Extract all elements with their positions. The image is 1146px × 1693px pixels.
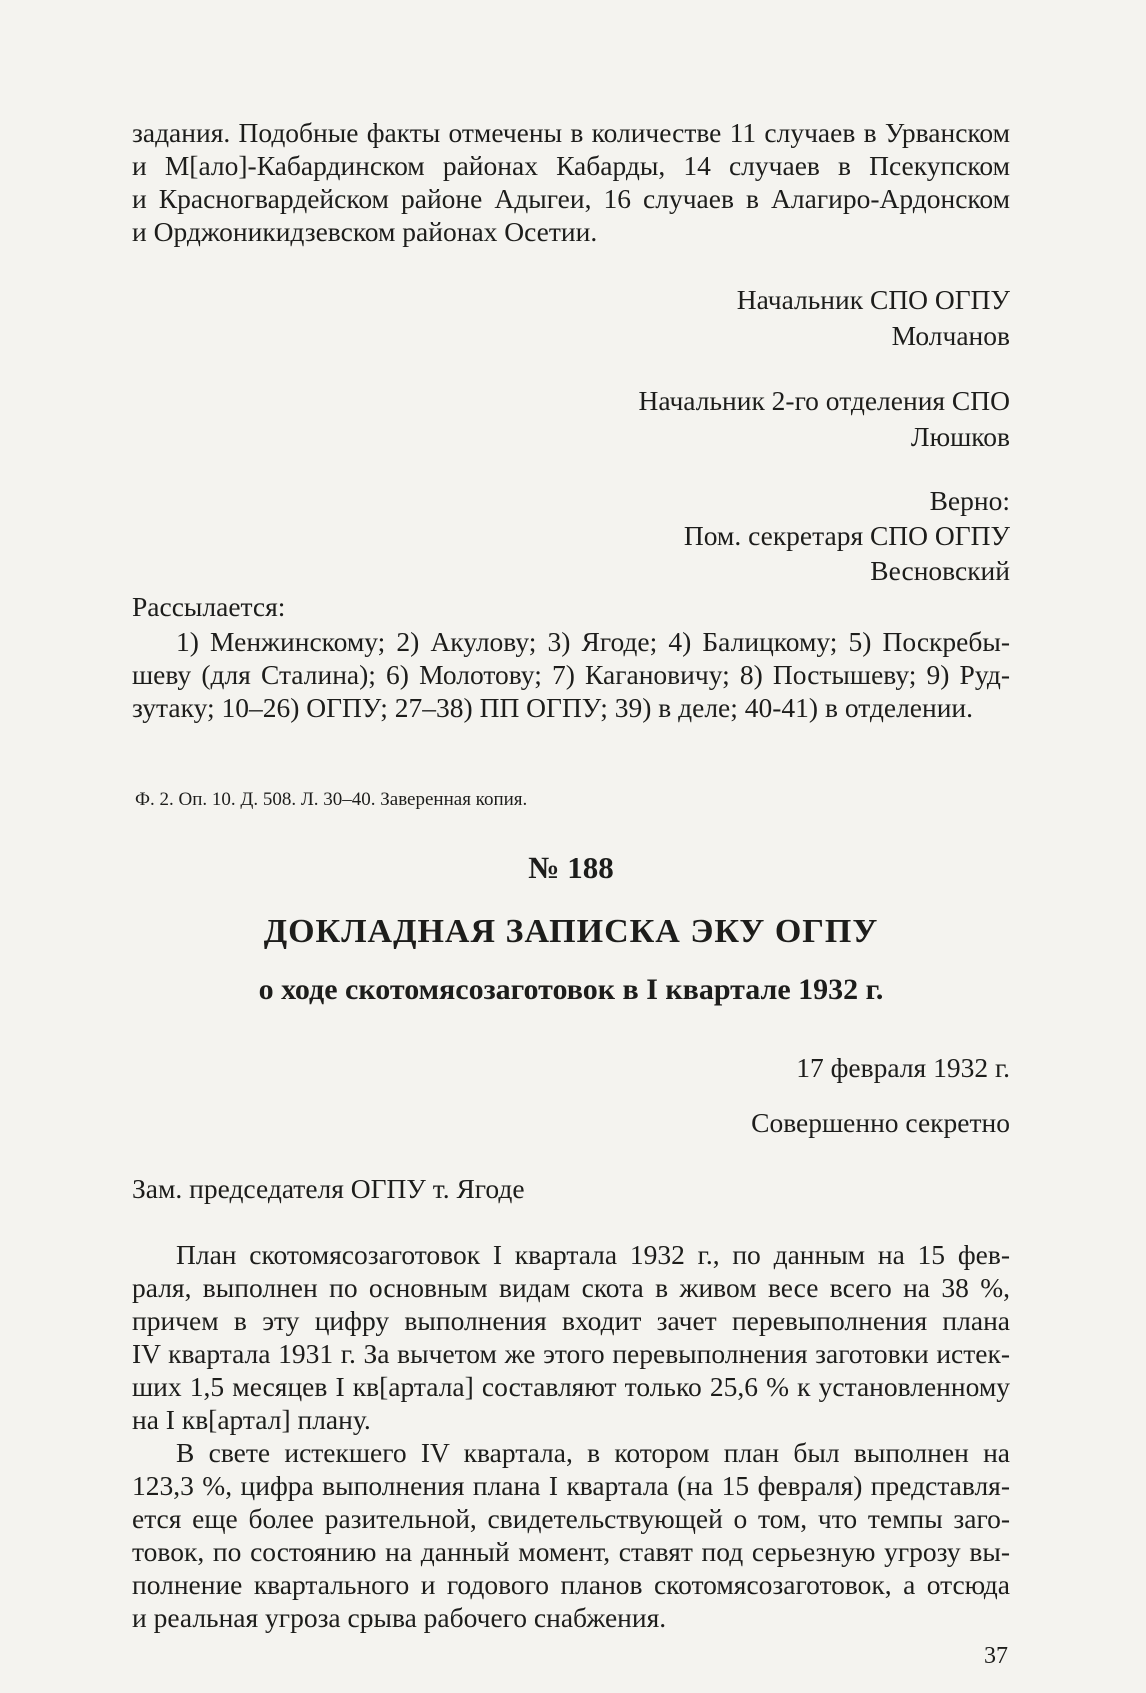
text-line: раля, выполнен по основным видам скота в живом весе всего на 38 %, — [132, 1272, 1010, 1303]
top-paragraph — [132, 116, 1010, 248]
text-line: и Красногвардейском районе Адыгеи, 16 случаев в Алагиро-Ардонском — [132, 183, 1010, 214]
text-line: и реальная угроза срыва рабочего снабжения. — [132, 1602, 667, 1633]
text-line: зутаку; 10–26) ОГПУ; 27–38) ПП ОГПУ; 39) в деле; 40-41) в отделении. — [132, 692, 974, 723]
document-title: ДОКЛАДНАЯ ЗАПИСКА ЭКУ ОГПУ — [263, 913, 879, 950]
text-line: 123,3 %, цифра выполнения плана I квартала (на 15 февраля) представля- — [132, 1470, 1010, 1501]
distribution-label: Рассылается: — [132, 591, 286, 622]
signature-1-title: Начальник СПО ОГПУ — [736, 284, 1010, 315]
text-line: и М[ало]-Кабардинском районах Кабарды, 14 случаев в Псекупском — [132, 150, 1010, 181]
classification-label: Совершенно секретно — [751, 1107, 1010, 1138]
text-line: товок, по состоянию на данный момент, ставят под серьезную угрозу вы- — [132, 1536, 1010, 1567]
text-line: и Орджоникидзевском районах Осетии. — [132, 216, 598, 247]
text-line: полнение квартального и годового планов скотомясозаготовок, а отсюда — [132, 1569, 1010, 1600]
signature-2-name: Люшков — [910, 421, 1010, 452]
signature-2-title: Начальник 2-го отделения СПО — [638, 385, 1010, 416]
text-line: 1) Менжинскому; 2) Акулову; 3) Ягоде; 4) Балицкому; 5) Поскребы- — [176, 626, 1010, 657]
distribution-list — [132, 625, 1010, 724]
document-subtitle: о ходе скотомясозаготовок в I квартале 1932 г. — [258, 973, 884, 1006]
text-line: ших 1,5 месяцев I кв[артала] составляют только 25,6 % к установленному — [132, 1371, 1010, 1402]
archive-source-note: Ф. 2. Оп. 10. Д. 508. Л. 30–40. Заверенная копия. — [135, 789, 528, 810]
text-line: IV квартала 1931 г. За вычетом же этого перевыполнения заготовки истек- — [132, 1338, 1010, 1369]
signature-3-name: Весновский — [870, 555, 1010, 586]
body-paragraph-1 — [132, 1238, 1010, 1436]
text-line: шеву (для Сталина); 6) Молотову; 7) Кагановичу; 8) Постышеву; 9) Руд- — [132, 659, 1010, 690]
text-line: на I кв[артал] плану. — [132, 1404, 371, 1435]
text-line: причем в эту цифру выполнения входит зачет перевыполнения плана — [132, 1305, 1010, 1336]
text-line: ется еще более разительной, свидетельствующей о том, что темпы заго- — [132, 1503, 1010, 1534]
text-line: задания. Подобные факты отмечены в количестве 11 случаев в Урванском — [132, 117, 1010, 148]
page-number: 37 — [984, 1643, 1008, 1669]
body-paragraph-2 — [132, 1436, 1010, 1634]
text-line: План скотомясозаготовок I квартала 1932 г., по данным на 15 фев- — [176, 1239, 1010, 1270]
verified-label: Верно: — [929, 485, 1010, 516]
document-date: 17 февраля 1932 г. — [796, 1052, 1010, 1083]
addressee: Зам. председателя ОГПУ т. Ягоде — [132, 1173, 525, 1204]
signature-3-title: Пом. секретаря СПО ОГПУ — [683, 520, 1010, 551]
signature-1-name: Молчанов — [891, 320, 1010, 351]
document-number: № 188 — [528, 850, 614, 885]
text-line: В свете истекшего IV квартала, в котором план был выполнен на — [176, 1437, 1010, 1468]
